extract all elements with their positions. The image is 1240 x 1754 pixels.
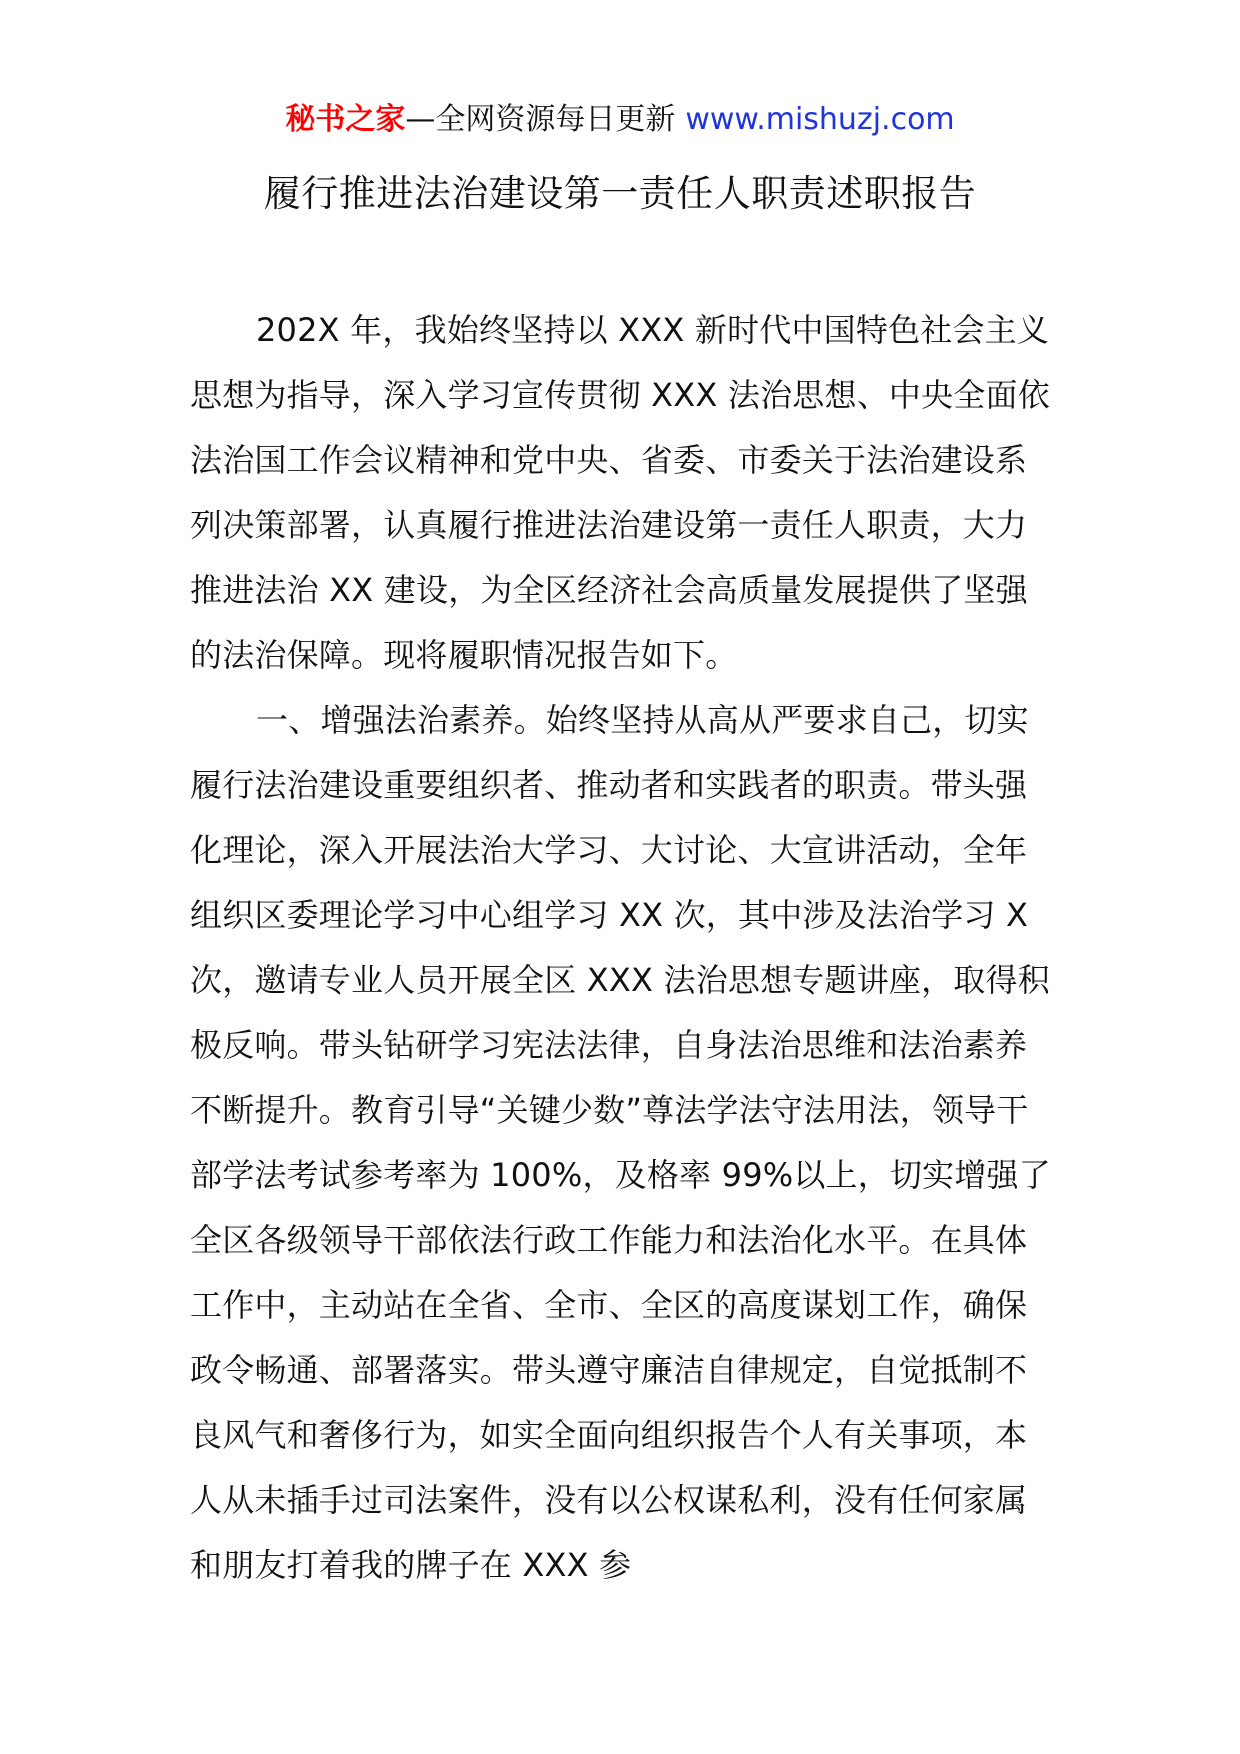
document-body bbox=[190, 298, 1052, 1598]
site-url-link[interactable]: www.mishuzj.com bbox=[685, 102, 955, 137]
site-header bbox=[0, 98, 1240, 142]
site-tagline: —全网资源每日更新 bbox=[405, 102, 676, 137]
document-title: 履行推进法治建设第一责任人职责述职报告 bbox=[263, 172, 977, 215]
paragraph-intro: 202X 年，我始终坚持以 XXX 新时代中国特色社会主义思想为指导，深入学习宣传贯彻 XXX 法治思想、中央全面依法治国工作会议精神和党中央、省委、市委关于法治建设系列决策部署，认真履行推进法治建设第一责任人职责，大力推进法治 XX 建设，为全区经济社会高质量发展提供了坚强的法治保障。现将履职情况报告如下。 bbox=[190, 311, 1050, 674]
paragraph-section-one: 一、增强法治素养。始终坚持从高从严要求自己，切实履行法治建设重要组织者、推动者和实践者的职责。带头强化理论，深入开展法治大学习、大讨论、大宣讲活动，全年组织区委理论学习中心组学习 XX 次，其中涉及法治学习 X 次，邀请专业人员开展全区 XXX 法治思想专题讲座，取得积极反响。带头钻研学习宪法法律，自身法治思维和法治素养不断提升。教育引导“关键少数”尊法学法守法用法，领导干部学法考试参考率为 100%，及格率 99%以上，切实增强了全区各级领导干部依法行政工作能力和法治化水平。在具体工作中，主动站在全省、全市、全区的高度谋划工作，确保政令畅通、部署落实。带头遵守廉洁自律规定，自觉抵制不良风气和奢侈行为，如实全面向组织报告个人有关事项，本人从未插手过司法案件，没有以公权谋私利，没有任何家属和朋友打着我的牌子在 XXX 参 bbox=[190, 701, 1051, 1584]
site-brand: 秘书之家 bbox=[285, 102, 406, 137]
